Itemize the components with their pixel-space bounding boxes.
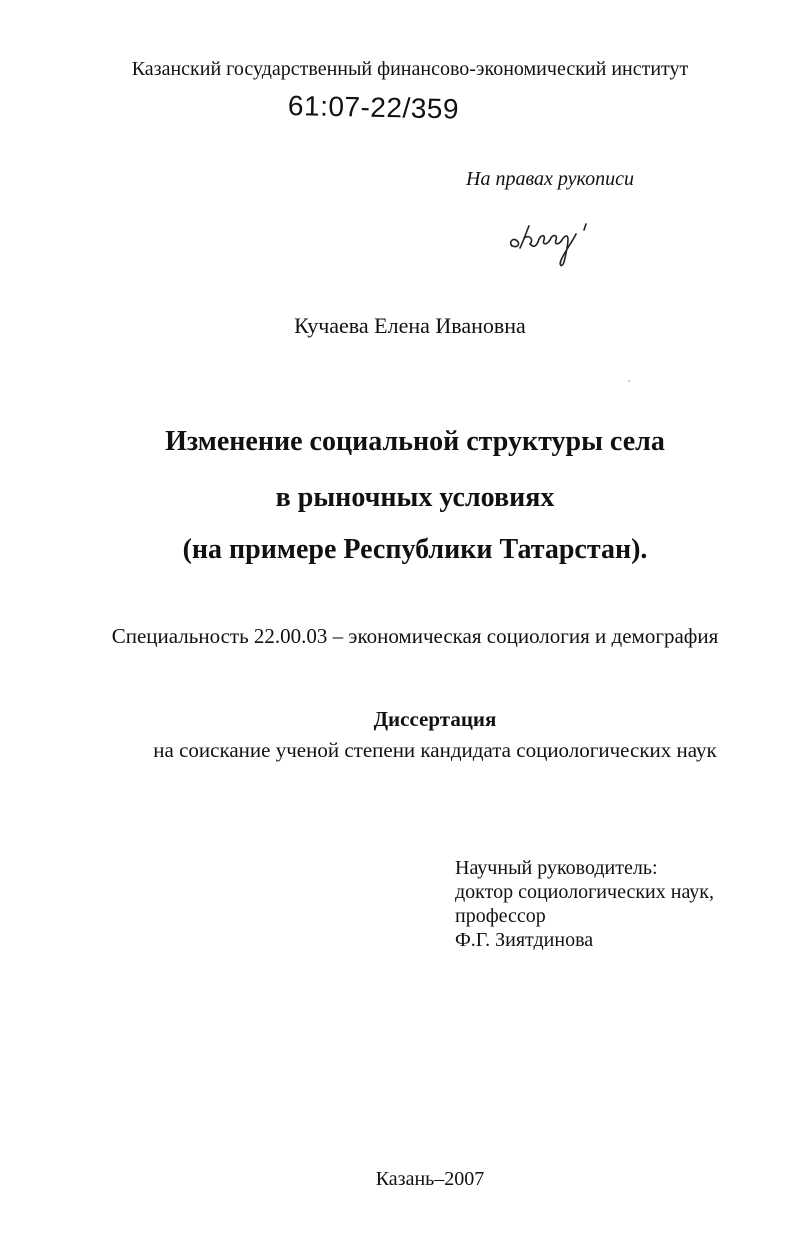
supervisor-block xyxy=(455,856,775,952)
supervisor-name: Ф.Г. Зиятдинова xyxy=(455,929,594,951)
title-line-1: Изменение социальной структуры села xyxy=(165,426,665,457)
archive-code-stamp: 61:07-22/359 xyxy=(287,90,460,125)
title-line-2: в рыночных условиях xyxy=(275,482,555,513)
supervisor-degree: доктор социологических наук, xyxy=(455,881,715,903)
dissertation-subtitle: на соискание ученой степени кандидата социологических наук xyxy=(153,738,717,762)
supervisor-rank: профессор xyxy=(455,905,546,927)
institute-name: Казанский государственный финансово-экономический институт xyxy=(131,58,689,80)
supervisor-label: Научный руководитель: xyxy=(455,857,658,879)
specialty-line: Специальность 22.00.03 – экономическая социология и демография xyxy=(111,624,719,648)
city-year: Казань–2007 xyxy=(375,1168,485,1190)
author-name: Кучаева Елена Ивановна xyxy=(294,313,526,338)
signature-icon xyxy=(500,212,610,272)
rights-note: На правах рукописи xyxy=(466,168,634,190)
scan-speck xyxy=(628,380,630,382)
title-line-3: (на примере Республики Татарстан). xyxy=(182,534,648,565)
dissertation-heading: Диссертация xyxy=(373,707,497,731)
